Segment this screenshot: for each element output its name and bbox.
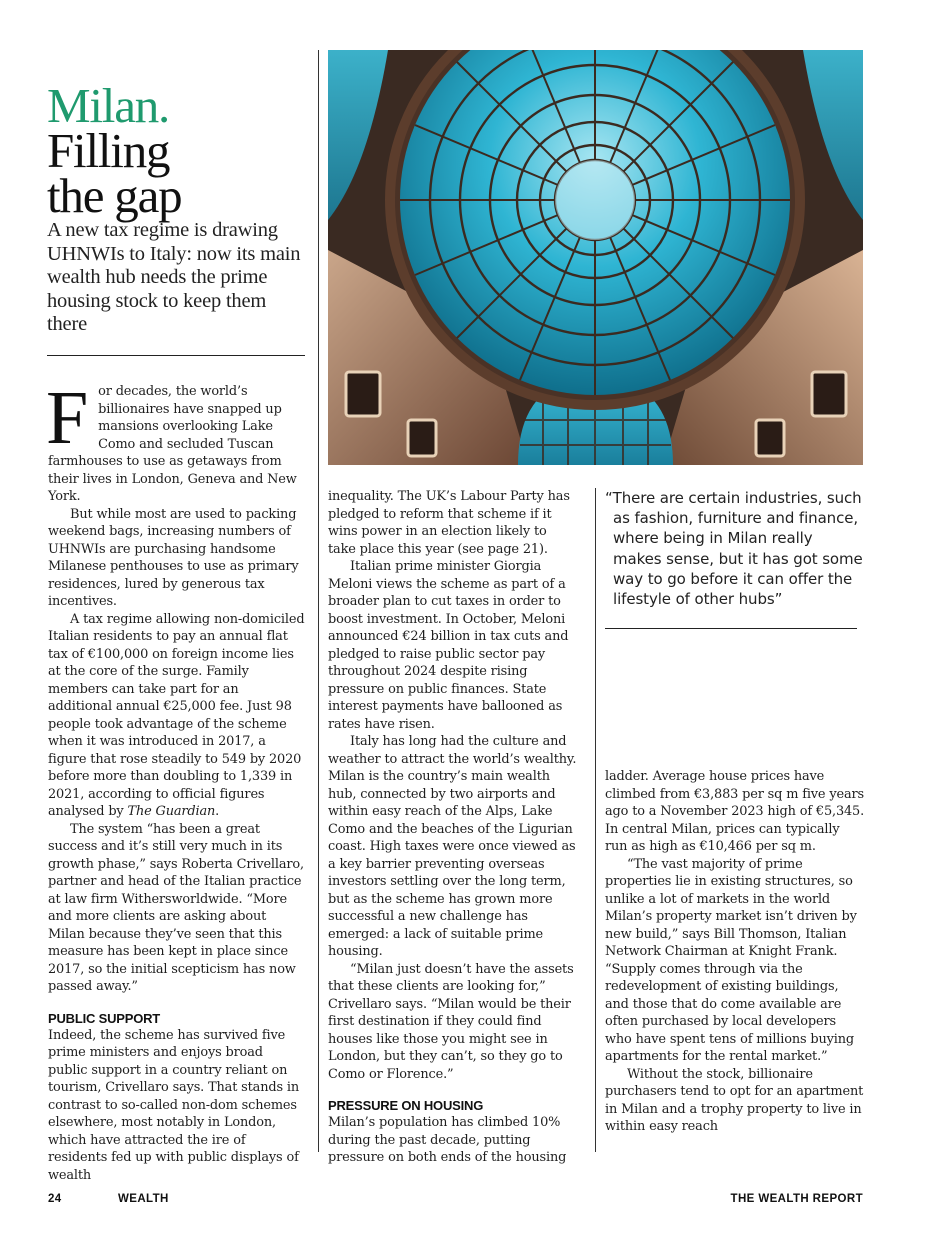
source-publication: The Guardian [127,804,216,819]
pull-quote [605,488,865,609]
paragraph-9: “Milan just doesn’t have the assets that these clients are looking for,” Crivellaro says. “Milan would be their first destination if they could find houses like those you might see in London, but they can’t, so they go to Como or Florence.” [328,961,574,1082]
subheading-pressure-on-housing: PRESSURE ON HOUSING [328,1098,484,1113]
paragraph-5: Indeed, the scheme has survived five prime ministers and enjoys broad public support in a country reliant on tourism, Crivellaro says. That stands in contrast to so-called non-dom schemes elsewhere, most notably in London, which have attracted the ire of residents fed up with public displays of wealth [48,1027,300,1183]
title-line-2: the gap [47,167,182,223]
column-rule-1 [318,50,319,1152]
divider-left [47,355,305,356]
title-city: Milan. [47,77,170,133]
title-line-1: Filling [47,122,170,178]
standfirst: A new tax regime is drawing UHNWIs to Italy: now its main wealth hub needs the prime housing stock to keep them there [47,219,301,335]
paragraph-3 [48,611,306,821]
pull-quote-text: “There are certain industries, such as fashion, furniture and finance, where being in Milan really makes sense, but it has got some way to go before it can offer the lifestyle of other hubs” [605,489,863,609]
paragraph-2: But while most are used to packing weekend bags, increasing numbers of UHNWIs are purchasing handsome Milanese penthouses to use as primary residences, lured by generous tax incentives. [48,506,299,609]
subheading-public-support: PUBLIC SUPPORT [48,1010,161,1026]
paragraph-3-text: A tax regime allowing non-domiciled Italian residents to pay an annual flat tax of €100,000 on foreign income lies at the core of the surge. Family members can take part for an additional annual €25,000 fee. Just 98 people took advantage of the scheme when it was introduced in 2017, a figure that rose steadily to 549 by 2020 before more than doubling to 1,339 in 2021, according to official figures analysed by [48,611,305,819]
drop-cap: F [46,376,89,460]
column-1 [46,376,306,1184]
paragraph-12: “The vast majority of prime properties lie in existing structures, so unlike a lot of markets in the world Milan’s property market isn’t driven by new build,” says Bill Thomson, Italian Network Chairman at Knight Frank. “Supply comes through via the redevelopment of existing buildings, and those that do come available are often purchased by local developers who have spent tens of millions buying apartments for the rental market.” [605,856,857,1064]
paragraph-6: inequality. The UK’s Labour Party has pledged to reform that scheme if it wins power in an election likely to take place this year (see page 21). [328,489,570,557]
column-2 [328,488,578,1167]
column-3 [605,768,865,1136]
paragraph-10: Milan’s population has climbed 10% during the past decade, putting pressure on both ends of the housing [328,1115,567,1165]
footer-publication: THE WEALTH REPORT [730,1193,863,1205]
paragraph-11: ladder. Average house prices have climbed from €3,883 per sq m five years ago to a November 2023 high of €5,345. In central Milan, prices can typically run as high as €10,466 per sq m. [605,769,865,854]
paragraph-1-text: or decades, the world’s billionaires have snapped up mansions overlooking Lake Como and secluded Tuscan farmhouses to use as getaways from their lives in London, Geneva and New York. [48,384,297,504]
paragraph-3-end: . [215,804,220,819]
pull-quote-rule [605,628,857,629]
paragraph-4: The system “has been a great success and it’s still very much in its growth phase,” says Roberta Crivellaro, partner and head of the Italian practice at law firm Withersworldwide. “More and more clients are asking about Milan because they’ve seen that this measure has been kept in place since 2017, so the initial scepticism has now passed away.” [48,821,304,994]
page-number: 24 [48,1193,62,1205]
paragraph-13: Without the stock, billionaire purchasers tend to opt for an apartment in Milan and a trophy property to live in within easy reach [605,1066,864,1134]
column-rule-2 [595,488,596,1152]
paragraph-7: Italian prime minister Giorgia Meloni views the scheme as part of a broader plan to cut taxes in order to boost investment. In October, Meloni announced €24 billion in tax cuts and pledged to raise public sector pay throughout 2024 despite rising pressure on public finances. State interest payments have ballooned as rates have risen. [328,559,569,732]
paragraph-8: Italy has long had the culture and weather to attract the world’s wealthy. Milan is the country’s main wealth hub, connected by two airports and within easy reach of the Alps, Lake Como and the beaches of the Ligurian coast. High taxes were once viewed as a key barrier preventing overseas investors settling over the long term, but as the scheme has grown more successful a new challenge has emerged: a lack of suitable prime housing. [328,734,577,959]
footer-section: WEALTH [118,1193,169,1205]
galleria-dome-photo [328,50,863,465]
paragraph-1 [46,376,306,506]
article-title [47,77,317,223]
